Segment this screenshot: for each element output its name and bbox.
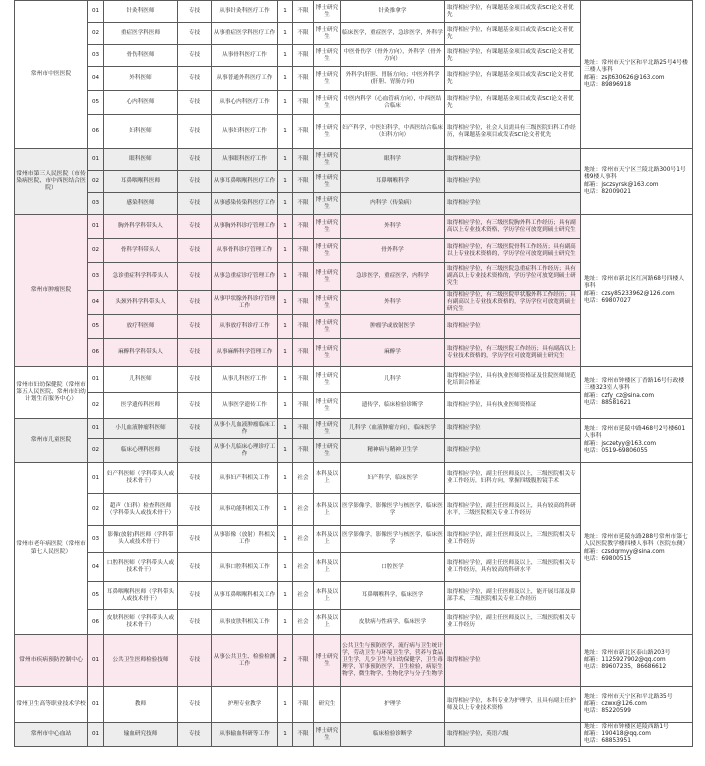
- cell-num: 1: [278, 1, 293, 23]
- cell-no: 04: [88, 67, 104, 91]
- cell-cat: 专技: [178, 635, 212, 687]
- cell-no: 05: [88, 582, 104, 610]
- cell-num: 1: [278, 582, 293, 610]
- cell-post: 教师: [104, 687, 178, 723]
- cell-duty: 从事耳鼻咽喉科相关工作: [212, 582, 278, 610]
- cell-num: 1: [278, 723, 293, 747]
- cell-post: 影像(放射)科医师（学科带头人或技术骨干）: [104, 526, 178, 553]
- unit-name-cell: 常州市儿童医院: [15, 419, 88, 463]
- cell-no: 04: [88, 291, 104, 315]
- cell-cat: 专技: [178, 463, 212, 494]
- cell-cat: 专技: [178, 23, 212, 45]
- table-row: [15, 367, 693, 393]
- cell-edu: 博士研究生: [314, 419, 341, 439]
- cell-edu: 本科及以上: [314, 526, 341, 553]
- cell-num: 1: [278, 239, 293, 263]
- cell-no: 01: [88, 635, 104, 687]
- cell-gender: 不限: [293, 91, 314, 115]
- cell-edu: 博士研究生: [314, 367, 341, 393]
- table-row: [15, 463, 693, 494]
- cell-duty: 从事胸外科诊疗管理工作: [212, 215, 278, 239]
- cell-duty: 从事骨科诊疗管理工作: [212, 239, 278, 263]
- cell-duty: 从事心内科医疗工作: [212, 91, 278, 115]
- contact-info-cell: 地址：常州市延陵中路468号2号楼601人事科 邮箱：jsczetyy@163.com 电话：0519-69806055: [581, 419, 693, 463]
- cell-gender: 社会: [293, 463, 314, 494]
- cell-edu: 博士研究生: [314, 239, 341, 263]
- cell-cat: 专技: [178, 215, 212, 239]
- cell-other: 取得相应学位，有课题基金项目或发表SCI论文者优先: [445, 91, 581, 115]
- contact-info-cell: 地址：常州市天宁区兰陵北路300号1号楼9楼人事科 邮箱：jsczsyrsk@163.com 电话：82009021: [581, 149, 693, 215]
- cell-edu: 博士研究生: [314, 315, 341, 339]
- unit-name-cell: 常州市中医医院: [15, 1, 88, 149]
- cell-other: 取得相应学位: [445, 315, 581, 339]
- cell-other: 取得相应学位，本科专业为护理学，且具有副主任护师及以上专业技术资格: [445, 687, 581, 723]
- cell-gender: 不限: [293, 45, 314, 67]
- cell-cat: 专技: [178, 687, 212, 723]
- cell-edu: 博士研究生: [314, 635, 341, 687]
- cell-duty: 从事耳鼻咽喉科医疗工作: [212, 171, 278, 193]
- cell-edu: 研究生: [314, 687, 341, 723]
- cell-num: 1: [278, 149, 293, 171]
- cell-no: 01: [88, 215, 104, 239]
- cell-post: 外科医师: [104, 67, 178, 91]
- cell-no: 06: [88, 339, 104, 367]
- cell-gender: 不限: [293, 115, 314, 149]
- cell-cat: 专技: [178, 149, 212, 171]
- contact-info-cell: 地址：常州市钟楼区延陵西路1号 邮箱：190418@qq.com 电话：68853951: [581, 723, 693, 747]
- cell-gender: 不限: [293, 315, 314, 339]
- cell-edu: 博士研究生: [314, 115, 341, 149]
- cell-cat: 专技: [178, 193, 212, 215]
- contact-info-cell: 地址：常州市新北区泰山路203号 邮箱：1125927902@qq.com 电话：89607235，86686612: [581, 635, 693, 687]
- contact-info-cell: 地址：常州市天宁区和平北路35号 邮箱：czwx@126.com 电话：85220599: [581, 687, 693, 723]
- cell-post: 儿科医师: [104, 367, 178, 393]
- cell-other: 取得相应学位，英语六级: [445, 723, 581, 747]
- cell-edu: 本科及以上: [314, 463, 341, 494]
- cell-gender: 社会: [293, 526, 314, 553]
- cell-cat: 专技: [178, 439, 212, 463]
- cell-post: 针灸科医师: [104, 1, 178, 23]
- cell-major: 针灸推拿学: [341, 1, 445, 23]
- cell-no: 01: [88, 149, 104, 171]
- cell-num: 1: [278, 263, 293, 291]
- table-row: [15, 723, 693, 747]
- cell-edu: 本科及以上: [314, 582, 341, 610]
- cell-gender: 不限: [293, 67, 314, 91]
- cell-post: 心内科医师: [104, 91, 178, 115]
- cell-num: 1: [278, 494, 293, 526]
- cell-other: 取得相应学位，有三级医院胸外科工作经历；具有副高以上专业技术资格，学历学位可放宽到硕士研究生: [445, 215, 581, 239]
- cell-post: 临床心理科医师: [104, 439, 178, 463]
- cell-major: 眼科学: [341, 149, 445, 171]
- cell-other: 取得相应学位: [445, 439, 581, 463]
- cell-edu: 博士研究生: [314, 45, 341, 67]
- cell-gender: 不限: [293, 393, 314, 419]
- cell-num: 1: [278, 291, 293, 315]
- cell-gender: 不限: [293, 419, 314, 439]
- cell-other: 取得相应学位，有三级医院工作经历；具有副高以上专业技术资格的，学历学位可放宽到硕士研究生: [445, 339, 581, 367]
- cell-edu: 本科及以上: [314, 610, 341, 635]
- cell-major: 内科学（传染病）: [341, 193, 445, 215]
- cell-num: 1: [278, 687, 293, 723]
- cell-num: 1: [278, 315, 293, 339]
- cell-duty: 从事针灸科医疗工作: [212, 1, 278, 23]
- cell-no: 05: [88, 91, 104, 115]
- table-row: [15, 687, 693, 723]
- cell-gender: 不限: [293, 215, 314, 239]
- cell-no: 02: [88, 439, 104, 463]
- cell-major: 医学影像学，影像医学与核医学，临床医学: [341, 494, 445, 526]
- contact-info-cell: 地址：常州市天宁区和平北路25号4号楼三楼人事科 邮箱：zsjt630626@163.com 电话：89896918: [581, 1, 693, 149]
- recruitment-table: [14, 0, 693, 747]
- cell-no: 01: [88, 723, 104, 747]
- cell-major: 儿科学: [341, 367, 445, 393]
- cell-no: 06: [88, 115, 104, 149]
- cell-no: 03: [88, 263, 104, 291]
- cell-major: 口腔医学: [341, 553, 445, 582]
- cell-other: 取得相应学位，有三级医院骨科工作经历；具有副高以上专业技术资格的，学历学位可放宽到硕士研究生: [445, 239, 581, 263]
- cell-gender: 不限: [293, 339, 314, 367]
- cell-no: 02: [88, 171, 104, 193]
- cell-cat: 专技: [178, 339, 212, 367]
- cell-duty: 从事小儿血液肿瘤临床工作: [212, 419, 278, 439]
- cell-major: 公共卫生与预防医学，流行病与卫生统计学，劳动卫生与环境卫生学，营养与食品卫生学，儿少卫生与妇幼保健学，卫生毒理学，军事预防医学，卫生检验，病原生物学，微生物学，生物化学与分子生物学: [341, 635, 445, 687]
- cell-post: 超声（妇科）检查科医师（学科带头人或技术骨干）: [104, 494, 178, 526]
- cell-duty: 从事影像（放射）科相关工作: [212, 526, 278, 553]
- cell-duty: 从事重症医学科医疗工作: [212, 23, 278, 45]
- table-row: [15, 215, 693, 239]
- cell-gender: 不限: [293, 367, 314, 393]
- cell-duty: 护理专业教学: [212, 687, 278, 723]
- cell-duty: 从事输血科研等工作: [212, 723, 278, 747]
- cell-duty: 从事麻醉科学管理工作: [212, 339, 278, 367]
- cell-major: 妇产科学，中医妇科学，中西医结合临床（妇科方向）: [341, 115, 445, 149]
- cell-post: 输血研究技师: [104, 723, 178, 747]
- unit-name-cell: 常州市疾病预防控制中心: [15, 635, 88, 687]
- cell-major: 临床医学，重症医学，急诊医学，外科学: [341, 23, 445, 45]
- contact-info-cell: 地址：常州市延陵东路288号常州市第七人民医院教学楼四楼人事科（医院东侧） 邮箱：czsdqrmyy@sina.com 电话：69800515: [581, 463, 693, 635]
- cell-cat: 专技: [178, 171, 212, 193]
- cell-edu: 博士研究生: [314, 91, 341, 115]
- cell-major: 麻醉学: [341, 339, 445, 367]
- contact-info-cell: 地址：常州市钟楼区丁香路16号行政楼三楼323室人事科 邮箱：czfy_cz@sina.com 电话：88581621: [581, 367, 693, 419]
- cell-duty: 从事骨科医疗工作: [212, 45, 278, 67]
- cell-edu: 博士研究生: [314, 339, 341, 367]
- table-row: [15, 149, 693, 171]
- unit-name-cell: 常州卫生高等职业技术学校: [15, 687, 88, 723]
- cell-other: 取得相应学位，有三级医院急重症科工作经历；具有副高以上专业技术资格的，学历学位可放宽到硕士研究生: [445, 263, 581, 291]
- cell-major: 耳鼻咽喉科学: [341, 171, 445, 193]
- cell-duty: 从事妇科医疗工作: [212, 115, 278, 149]
- cell-major: 急诊医学，重症医学，内科学: [341, 263, 445, 291]
- cell-no: 02: [88, 239, 104, 263]
- cell-gender: 不限: [293, 635, 314, 687]
- table-row: [15, 1, 693, 23]
- cell-gender: 社会: [293, 610, 314, 635]
- cell-gender: 不限: [293, 193, 314, 215]
- cell-cat: 专技: [178, 315, 212, 339]
- cell-gender: 不限: [293, 291, 314, 315]
- unit-name-cell: 常州市中心血站: [15, 723, 88, 747]
- cell-post: 骨科学科带头人: [104, 239, 178, 263]
- cell-other: 取得相应学位，社会人员需具有三级医院妇科工作经历，有课题基金项目或发表SCI论文者优先: [445, 115, 581, 149]
- cell-cat: 专技: [178, 1, 212, 23]
- cell-other: 取得相应学位，有课题基金项目或发表SCI论文者优先: [445, 1, 581, 23]
- cell-gender: 不限: [293, 439, 314, 463]
- cell-edu: 博士研究生: [314, 291, 341, 315]
- cell-major: 妇产科学，临床医学: [341, 463, 445, 494]
- cell-duty: 从事急重症诊疗管理工作: [212, 263, 278, 291]
- cell-other: 取得相应学位，副主任医师及以上，三级医院相关专业工作经历: [445, 610, 581, 635]
- cell-edu: 博士研究生: [314, 67, 341, 91]
- cell-cat: 专技: [178, 239, 212, 263]
- cell-post: 放疗科医师: [104, 315, 178, 339]
- contact-info-cell: 地址：常州市新北区红河路68号四楼人事科 邮箱：czsy85233962@126.com 电话：69807027: [581, 215, 693, 367]
- cell-gender: 不限: [293, 1, 314, 23]
- cell-major: 骨外科学: [341, 239, 445, 263]
- cell-major: 外科学: [341, 215, 445, 239]
- cell-duty: 从事普通外科医疗工作: [212, 67, 278, 91]
- cell-cat: 专技: [178, 367, 212, 393]
- cell-other: 取得相应学位: [445, 193, 581, 215]
- cell-cat: 专技: [178, 291, 212, 315]
- cell-edu: 博士研究生: [314, 215, 341, 239]
- cell-major: 临床检验诊断学: [341, 723, 445, 747]
- cell-num: 1: [278, 439, 293, 463]
- cell-gender: 社会: [293, 582, 314, 610]
- cell-no: 03: [88, 526, 104, 553]
- cell-post: 麻醉科学科带头人: [104, 339, 178, 367]
- cell-no: 03: [88, 193, 104, 215]
- cell-num: 1: [278, 526, 293, 553]
- cell-edu: 博士研究生: [314, 23, 341, 45]
- cell-edu: 博士研究生: [314, 149, 341, 171]
- cell-other: 取得相应学位: [445, 171, 581, 193]
- cell-other: 取得相应学位，具有执业医师资格证: [445, 393, 581, 419]
- cell-post: 妇产科医师（学科带头人或技术骨干）: [104, 463, 178, 494]
- cell-cat: 专技: [178, 393, 212, 419]
- cell-cat: 专技: [178, 67, 212, 91]
- cell-other: 取得相应学位，有课题基金项目或发表SCI论文者优先: [445, 67, 581, 91]
- cell-other: 取得相应学位，副主任医师及以上，具有较高的科研水平，三级医院相关专业工作经历: [445, 494, 581, 526]
- cell-cat: 专技: [178, 45, 212, 67]
- cell-other: 取得相应学位，副主任医师及以上，三级医院相关专业工作经历: [445, 526, 581, 553]
- cell-num: 1: [278, 193, 293, 215]
- cell-other: 取得相应学位: [445, 419, 581, 439]
- cell-major: 遗传学，临床检验诊断学: [341, 393, 445, 419]
- cell-num: 1: [278, 610, 293, 635]
- cell-num: 1: [278, 23, 293, 45]
- cell-major: 外科学(肝胆、胃肠方向)；中医外科学(肝胆、胃肠方向): [341, 67, 445, 91]
- cell-no: 05: [88, 315, 104, 339]
- cell-num: 1: [278, 215, 293, 239]
- cell-other: 取得相应学位，有课题基金项目或发表SCI论文者优先: [445, 45, 581, 67]
- cell-cat: 专技: [178, 582, 212, 610]
- cell-duty: 从事口腔科相关工作: [212, 553, 278, 582]
- cell-other: 取得相应学位，具有执业医师资格证及住院医师规范化培训合格证: [445, 367, 581, 393]
- cell-edu: 博士研究生: [314, 263, 341, 291]
- cell-cat: 专技: [178, 526, 212, 553]
- cell-gender: 不限: [293, 23, 314, 45]
- cell-num: 1: [278, 553, 293, 582]
- cell-duty: 从事放疗科诊疗工作: [212, 315, 278, 339]
- cell-no: 06: [88, 610, 104, 635]
- cell-num: 1: [278, 91, 293, 115]
- cell-edu: 博士研究生: [314, 171, 341, 193]
- cell-cat: 专技: [178, 263, 212, 291]
- cell-no: 01: [88, 463, 104, 494]
- cell-no: 01: [88, 367, 104, 393]
- table-row: [15, 635, 693, 687]
- cell-no: 01: [88, 1, 104, 23]
- cell-duty: 从事皮肤科相关工作: [212, 610, 278, 635]
- cell-major: 皮肤病与性病学，临床医学: [341, 610, 445, 635]
- cell-duty: 从事甲状腺外科诊疗管理工作: [212, 291, 278, 315]
- cell-num: 1: [278, 393, 293, 419]
- cell-num: 1: [278, 45, 293, 67]
- cell-cat: 专技: [178, 91, 212, 115]
- cell-other: 取得相应学位，副主任医师及以上，三级医院相关专业工作经历，具有较高的科研水平: [445, 553, 581, 582]
- cell-major: 精神病与精神卫生学: [341, 439, 445, 463]
- cell-other: 取得相应学位，有三级医院甲状腺外科工作经历；具有副高以上专业技术资格的，学历学位可放宽到硕士研究生: [445, 291, 581, 315]
- cell-duty: 从事小儿临床心理诊疗工作: [212, 439, 278, 463]
- cell-post: 眼科医师: [104, 149, 178, 171]
- cell-post: 公共卫生医师检验技师: [104, 635, 178, 687]
- cell-post: 头颈外科学科带头人: [104, 291, 178, 315]
- cell-no: 01: [88, 687, 104, 723]
- cell-cat: 专技: [178, 553, 212, 582]
- cell-post: 口腔科医师（学科带头人或技术骨干）: [104, 553, 178, 582]
- cell-duty: 从事儿科医疗工作: [212, 367, 278, 393]
- cell-post: 胸外科学科带头人: [104, 215, 178, 239]
- cell-cat: 专技: [178, 610, 212, 635]
- cell-edu: 本科及以上: [314, 494, 341, 526]
- cell-edu: 博士研究生: [314, 193, 341, 215]
- cell-other: 取得相应学位，副主任医师及以上，能开展耳部及鼻部手术，三级医院相关专业工作经历: [445, 582, 581, 610]
- cell-other: 取得相应学位，有课题基金项目或发表SCI论文者优先: [445, 23, 581, 45]
- cell-post: 感染科医师: [104, 193, 178, 215]
- unit-name-cell: 常州市妇幼保健院（常州市第五人民医院、常州市妇幼计划生育服务中心）: [15, 367, 88, 419]
- cell-post: 耳鼻咽喉科医师（学科带头人或技术骨干）: [104, 582, 178, 610]
- cell-post: 皮肤科医师（学科带头人或技术骨干）: [104, 610, 178, 635]
- cell-edu: 本科及以上: [314, 553, 341, 582]
- cell-major: 中医内科学（心血管病方向），中西医结合临床: [341, 91, 445, 115]
- cell-post: 急诊重症科学科带头人: [104, 263, 178, 291]
- cell-gender: 不限: [293, 687, 314, 723]
- cell-gender: 不限: [293, 263, 314, 291]
- cell-edu: 博士研究生: [314, 1, 341, 23]
- table-row: [15, 419, 693, 439]
- cell-duty: 从事妇产科相关工作: [212, 463, 278, 494]
- cell-other: 取得相应学位: [445, 635, 581, 687]
- cell-post: 骨伤科医师: [104, 45, 178, 67]
- cell-no: 01: [88, 419, 104, 439]
- cell-post: 小儿血液肿瘤科医师: [104, 419, 178, 439]
- cell-duty: 从事医学遗传工作: [212, 393, 278, 419]
- cell-num: 1: [278, 171, 293, 193]
- cell-duty: 从事功能科相关工作: [212, 494, 278, 526]
- cell-num: 1: [278, 367, 293, 393]
- cell-major: 耳鼻咽喉科学，临床医学: [341, 582, 445, 610]
- cell-major: 外科学: [341, 291, 445, 315]
- cell-gender: 不限: [293, 239, 314, 263]
- cell-duty: 从事公共卫生、检验检测工作: [212, 635, 278, 687]
- cell-major: 儿科学（血液肿瘤方向），临床医学: [341, 419, 445, 439]
- cell-duty: 从事感染传染科医疗工作: [212, 193, 278, 215]
- cell-no: 02: [88, 23, 104, 45]
- cell-num: 1: [278, 115, 293, 149]
- cell-edu: 博士研究生: [314, 393, 341, 419]
- cell-no: 02: [88, 494, 104, 526]
- cell-major: 护理学: [341, 687, 445, 723]
- cell-num: 1: [278, 463, 293, 494]
- cell-num: 1: [278, 339, 293, 367]
- cell-post: 妇科医师: [104, 115, 178, 149]
- cell-cat: 专技: [178, 115, 212, 149]
- cell-major: 中医骨伤学（骨外方向），外科学（骨外方向）: [341, 45, 445, 67]
- cell-major: 肿瘤学或放射医学: [341, 315, 445, 339]
- cell-major: 医学影像学，影像医学与核医学，临床医学: [341, 526, 445, 553]
- unit-name-cell: 常州市老年病医院（常州市第七人民医院）: [15, 463, 88, 635]
- cell-gender: 不限: [293, 171, 314, 193]
- cell-cat: 专技: [178, 494, 212, 526]
- unit-name-cell: 常州市肿瘤医院: [15, 215, 88, 367]
- cell-no: 04: [88, 553, 104, 582]
- cell-gender: 社会: [293, 553, 314, 582]
- cell-no: 03: [88, 45, 104, 67]
- cell-num: 2: [278, 635, 293, 687]
- unit-name-cell: 常州市第三人民医院（市传染病医院、市中西医结合医院）: [15, 149, 88, 215]
- cell-gender: 社会: [293, 494, 314, 526]
- cell-gender: 不限: [293, 723, 314, 747]
- cell-other: 取得相应学位，副主任医师及以上，三级医院相关专业工作经历，妇科方向，掌握四级腹腔镜手术: [445, 463, 581, 494]
- cell-cat: 专技: [178, 723, 212, 747]
- cell-other: 取得相应学位: [445, 149, 581, 171]
- cell-cat: 专技: [178, 419, 212, 439]
- cell-edu: 博士研究生: [314, 723, 341, 747]
- cell-post: 重症医学科医师: [104, 23, 178, 45]
- cell-post: 医学遗传科医师: [104, 393, 178, 419]
- cell-num: 1: [278, 67, 293, 91]
- cell-post: 耳鼻咽喉科医师: [104, 171, 178, 193]
- cell-edu: 博士研究生: [314, 439, 341, 463]
- cell-num: 1: [278, 419, 293, 439]
- cell-no: 02: [88, 393, 104, 419]
- cell-duty: 从事眼科医疗工作: [212, 149, 278, 171]
- cell-gender: 不限: [293, 149, 314, 171]
